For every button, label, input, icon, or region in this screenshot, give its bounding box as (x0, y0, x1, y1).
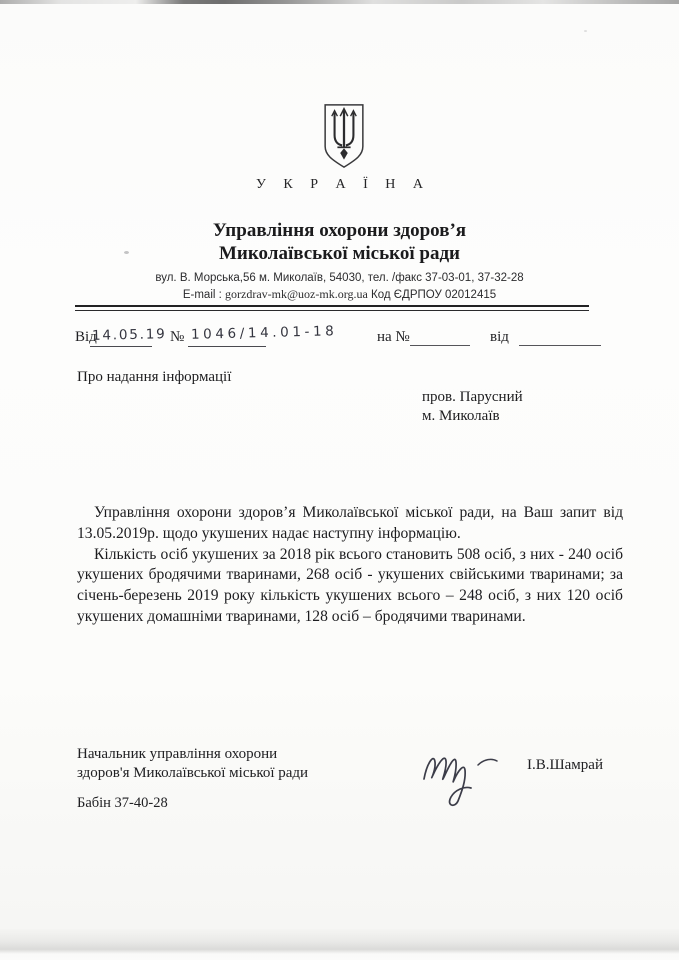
body-paragraph-2: Кількість осіб укушених за 2018 рік всього становить 508 осіб, з них - 240 осіб укушених бродячими тваринами, 268 осіб - укушених свійськими тваринами; за січень-березень 2019 року кількість укушених всього – 248 осіб, з них 120 осіб укушених домашніми тваринами, 128 осіб – бродячими тваринами. (77, 545, 623, 625)
org-address: вул. В. Морська,56 м. Миколаїв, 54030, тел. /факс 37-03-01, 37-32-28 (155, 272, 524, 284)
handwritten-signature-icon (418, 733, 510, 811)
letter-body (77, 503, 623, 628)
out-number-label: № (170, 329, 185, 345)
out-number-underline (188, 346, 266, 347)
ukraine-trident-emblem-icon (322, 103, 366, 169)
scan-edge-artifact-top (0, 0, 679, 4)
country-name: У К Р А Ї Н А (255, 177, 431, 192)
scan-shadow-bottom (0, 928, 679, 954)
recipient-city: м. Миколаїв (422, 408, 500, 424)
org-contact-line (0, 287, 679, 302)
scan-speck (584, 30, 587, 32)
email-address: gorzdrav-mk@uoz-mk.org.ua (225, 287, 368, 301)
email-label: E-mail : (182, 289, 222, 301)
signer-title-line1: Начальник управління охорони (77, 746, 278, 762)
edrpou-code: Код ЄДРПОУ 02012415 (371, 289, 497, 301)
out-date-underline (90, 346, 152, 347)
out-date-handwritten: 14.05.19 (91, 326, 167, 344)
signer-title-line2: здоров'я Миколаївської міської ради (77, 765, 309, 781)
reply-number-blank (410, 345, 470, 346)
letterhead-divider-rule (75, 305, 589, 311)
reply-date-blank (519, 345, 601, 346)
org-name-line1: Управління охорони здоров’я (212, 220, 467, 241)
reply-date-label: від (490, 329, 509, 345)
out-date-label: Від (75, 329, 97, 345)
reply-number-label: на № (377, 329, 410, 345)
org-name-line2: Миколаївської міської ради (218, 243, 461, 264)
out-number-handwritten: 1046/14.01-18 (190, 323, 338, 343)
body-paragraph-1: Управління охорони здоров’я Миколаївської міської ради, на Ваш запит від 13.05.2019р. щодо укушених надає наступну інформацію. (77, 504, 623, 542)
executor-phone: Бабін 37-40-28 (77, 795, 168, 811)
recipient-street: пров. Парусний (422, 389, 523, 405)
signer-name: І.В.Шамрай (527, 757, 603, 773)
subject-line: Про надання інформації (77, 369, 232, 385)
